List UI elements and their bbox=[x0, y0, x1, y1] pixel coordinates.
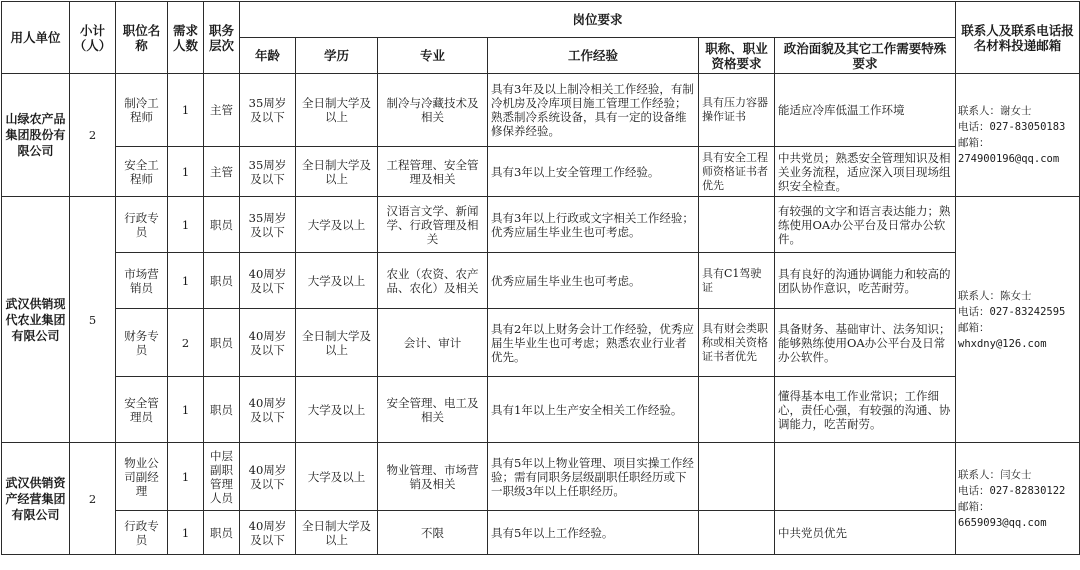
experience-cell: 优秀应届生毕业生也可考虑。 bbox=[488, 253, 699, 309]
count-cell: 1 bbox=[168, 74, 204, 147]
contact-cell: 联系人：谢女士 电话：027-83050183 邮箱：274900196@qq.com bbox=[956, 74, 1080, 197]
qualification-cell bbox=[699, 511, 775, 555]
recruitment-table bbox=[1, 1, 1080, 555]
level-cell: 中层副职管理人员 bbox=[204, 443, 240, 511]
table-row bbox=[2, 377, 1080, 443]
level-cell: 职员 bbox=[204, 197, 240, 253]
header-position-name: 职位名称 bbox=[116, 2, 168, 74]
special-cell: 能适应冷库低温工作环境 bbox=[775, 74, 956, 147]
count-cell: 2 bbox=[168, 309, 204, 377]
level-cell: 职员 bbox=[204, 377, 240, 443]
header-education: 学历 bbox=[296, 38, 378, 74]
age-cell: 35周岁及以下 bbox=[240, 197, 296, 253]
header-requirements-group: 岗位要求 bbox=[240, 2, 956, 38]
level-cell: 职员 bbox=[204, 253, 240, 309]
employer-cell: 武汉供销现代农业集团有限公司 bbox=[2, 197, 70, 443]
header-age: 年龄 bbox=[240, 38, 296, 74]
experience-cell: 具有3年以上安全管理工作经验。 bbox=[488, 147, 699, 197]
header-contact: 联系人及联系电话报名材料投递邮箱 bbox=[956, 2, 1080, 74]
experience-cell: 具有3年以上行政或文字相关工作经验；优秀应届生毕业生也可考虑。 bbox=[488, 197, 699, 253]
count-cell: 1 bbox=[168, 511, 204, 555]
age-cell: 40周岁及以下 bbox=[240, 377, 296, 443]
education-cell: 全日制大学及以上 bbox=[296, 74, 378, 147]
level-cell: 主管 bbox=[204, 74, 240, 147]
special-cell: 有较强的文字和语言表达能力；熟练使用OA办公平台及日常办公软件。 bbox=[775, 197, 956, 253]
major-cell: 工程管理、安全管理及相关 bbox=[378, 147, 488, 197]
age-cell: 35周岁及以下 bbox=[240, 74, 296, 147]
count-cell: 1 bbox=[168, 443, 204, 511]
position-cell: 财务专员 bbox=[116, 309, 168, 377]
position-cell: 市场营销员 bbox=[116, 253, 168, 309]
contact-cell: 联系人：闫女士 电话：027-82830122 邮箱： 665909З@qq.com bbox=[956, 443, 1080, 555]
count-cell: 1 bbox=[168, 197, 204, 253]
qualification-cell bbox=[699, 377, 775, 443]
major-cell: 安全管理、电工及相关 bbox=[378, 377, 488, 443]
count-cell: 1 bbox=[168, 377, 204, 443]
special-cell: 具备财务、基础审计、法务知识；能够熟练使用OA办公平台及日常办公软件。 bbox=[775, 309, 956, 377]
special-cell: 中共党员；熟悉安全管理知识及相关业务流程，适应深入项目现场组织安全检查。 bbox=[775, 147, 956, 197]
major-cell: 制冷与冷藏技术及相关 bbox=[378, 74, 488, 147]
experience-cell: 具有5年以上工作经验。 bbox=[488, 511, 699, 555]
subtotal-cell: 5 bbox=[70, 197, 116, 443]
experience-cell: 具有1年以上生产安全相关工作经验。 bbox=[488, 377, 699, 443]
special-cell bbox=[775, 443, 956, 511]
major-cell: 汉语言文学、新闻学、行政管理及相关 bbox=[378, 197, 488, 253]
level-cell: 职员 bbox=[204, 511, 240, 555]
age-cell: 35周岁及以下 bbox=[240, 147, 296, 197]
level-cell: 职员 bbox=[204, 309, 240, 377]
header-row-top bbox=[2, 2, 1080, 38]
special-cell: 中共党员优先 bbox=[775, 511, 956, 555]
header-political-special: 政治面貌及其它工作需要特殊要求 bbox=[775, 38, 956, 74]
employer-cell: 山绿农产品集团股份有限公司 bbox=[2, 74, 70, 197]
education-cell: 全日制大学及以上 bbox=[296, 309, 378, 377]
contact-cell: 联系人：陈女士 电话：027-83242595 邮箱： whxdny@126.com bbox=[956, 197, 1080, 443]
position-cell: 安全管理员 bbox=[116, 377, 168, 443]
table-row bbox=[2, 253, 1080, 309]
special-cell: 懂得基本电工作业常识；工作细心，责任心强，有较强的沟通、协调能力，吃苦耐劳。 bbox=[775, 377, 956, 443]
qualification-cell: 具有财会类职称或相关资格证书者优先 bbox=[699, 309, 775, 377]
table-row bbox=[2, 74, 1080, 147]
qualification-cell: 具有C1驾驶证 bbox=[699, 253, 775, 309]
experience-cell: 具有3年及以上制冷相关工作经验，有制冷机房及冷库项目施工管理工作经验；熟悉制冷系统设备，具有一定的设备维修保养经验。 bbox=[488, 74, 699, 147]
experience-cell: 具有5年以上物业管理、项目实操工作经验；需有同职务层级副职任职经历或下一职级3年以上任职经历。 bbox=[488, 443, 699, 511]
education-cell: 大学及以上 bbox=[296, 197, 378, 253]
table-row bbox=[2, 309, 1080, 377]
qualification-cell: 具有安全工程师资格证书者优先 bbox=[699, 147, 775, 197]
education-cell: 大学及以上 bbox=[296, 377, 378, 443]
employer-cell: 武汉供销资产经营集团有限公司 bbox=[2, 443, 70, 555]
education-cell: 大学及以上 bbox=[296, 443, 378, 511]
age-cell: 40周岁及以下 bbox=[240, 511, 296, 555]
major-cell: 不限 bbox=[378, 511, 488, 555]
education-cell: 大学及以上 bbox=[296, 253, 378, 309]
header-experience: 工作经验 bbox=[488, 38, 699, 74]
position-cell: 制冷工程师 bbox=[116, 74, 168, 147]
qualification-cell: 具有压力容器操作证书 bbox=[699, 74, 775, 147]
position-cell: 安全工程师 bbox=[116, 147, 168, 197]
header-major: 专业 bbox=[378, 38, 488, 74]
header-employer: 用人单位 bbox=[2, 2, 70, 74]
subtotal-cell: 2 bbox=[70, 74, 116, 197]
experience-cell: 具有2年以上财务会计工作经验，优秀应届生毕业生也可考虑；熟悉农业行业者优先。 bbox=[488, 309, 699, 377]
header-title-qualification: 职称、职业资格要求 bbox=[699, 38, 775, 74]
major-cell: 会计、审计 bbox=[378, 309, 488, 377]
table-row bbox=[2, 443, 1080, 511]
table-row bbox=[2, 511, 1080, 555]
count-cell: 1 bbox=[168, 147, 204, 197]
level-cell: 主管 bbox=[204, 147, 240, 197]
position-cell: 物业公司副经理 bbox=[116, 443, 168, 511]
age-cell: 40周岁及以下 bbox=[240, 309, 296, 377]
major-cell: 物业管理、市场营销及相关 bbox=[378, 443, 488, 511]
education-cell: 全日制大学及以上 bbox=[296, 511, 378, 555]
age-cell: 40周岁及以下 bbox=[240, 253, 296, 309]
header-position-level: 职务层次 bbox=[204, 2, 240, 74]
age-cell: 40周岁及以下 bbox=[240, 443, 296, 511]
qualification-cell bbox=[699, 443, 775, 511]
count-cell: 1 bbox=[168, 253, 204, 309]
table-row bbox=[2, 197, 1080, 253]
position-cell: 行政专员 bbox=[116, 511, 168, 555]
subtotal-cell: 2 bbox=[70, 443, 116, 555]
major-cell: 农业（农资、农产品、农化）及相关 bbox=[378, 253, 488, 309]
qualification-cell bbox=[699, 197, 775, 253]
header-subtotal: 小计（人） bbox=[70, 2, 116, 74]
header-demand-count: 需求人数 bbox=[168, 2, 204, 74]
special-cell: 具有良好的沟通协调能力和较高的团队协作意识，吃苦耐劳。 bbox=[775, 253, 956, 309]
position-cell: 行政专员 bbox=[116, 197, 168, 253]
table-row bbox=[2, 147, 1080, 197]
education-cell: 全日制大学及以上 bbox=[296, 147, 378, 197]
